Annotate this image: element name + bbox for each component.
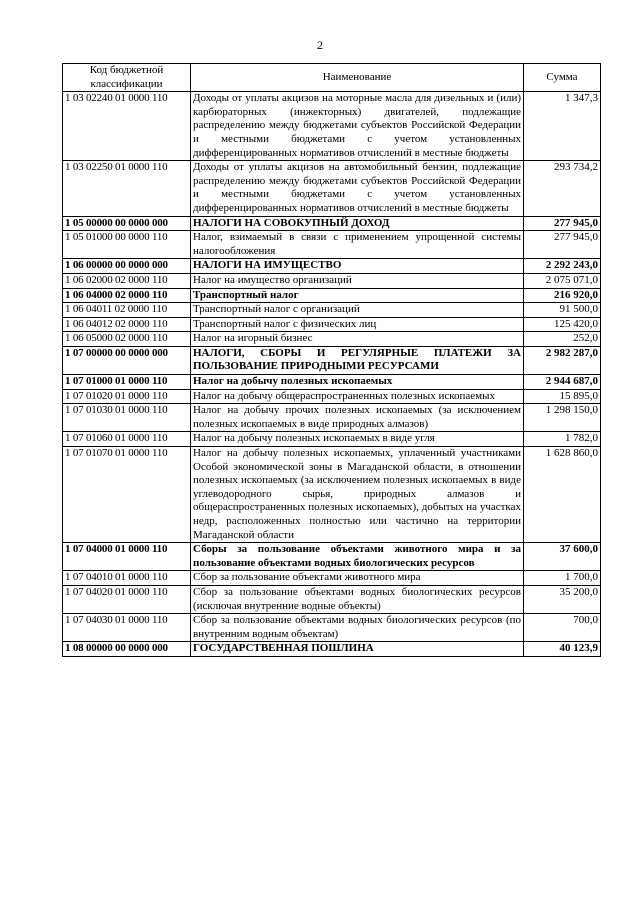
name-cell: Налог на имущество организаций bbox=[191, 273, 524, 288]
name-cell: Налог на добычу прочих полезных ископаемых (за исключением полезных ископаемых в виде природных алмазов) bbox=[191, 404, 524, 432]
name-cell: Сбор за пользование объектами водных биологических ресурсов (исключая внутренние водные объекты) bbox=[191, 585, 524, 613]
name-cell: Сбор за пользование объектами водных биологических ресурсов (по внутренним водным объектам) bbox=[191, 614, 524, 642]
sum-cell: 277 945,0 bbox=[524, 216, 601, 231]
table-body bbox=[63, 92, 601, 657]
name-cell: НАЛОГИ, СБОРЫ И РЕГУЛЯРНЫЕ ПЛАТЕЖИ ЗА ПОЛЬЗОВАНИЕ ПРИРОДНЫМИ РЕСУРСАМИ bbox=[191, 346, 524, 374]
sum-cell: 40 123,9 bbox=[524, 642, 601, 657]
name-cell: ГОСУДАРСТВЕННАЯ ПОШЛИНА bbox=[191, 642, 524, 657]
name-cell: Налог на добычу полезных ископаемых bbox=[191, 375, 524, 390]
code-cell: 1 03 02250 01 0000 110 bbox=[63, 161, 191, 216]
sum-cell: 125 420,0 bbox=[524, 317, 601, 332]
table-header-row bbox=[63, 64, 601, 92]
table-row bbox=[63, 346, 601, 374]
sum-cell: 216 920,0 bbox=[524, 288, 601, 303]
code-cell: 1 07 01020 01 0000 110 bbox=[63, 389, 191, 404]
name-cell: НАЛОГИ НА СОВОКУПНЫЙ ДОХОД bbox=[191, 216, 524, 231]
budget-revenue-table bbox=[62, 63, 601, 657]
sum-cell: 700,0 bbox=[524, 614, 601, 642]
code-cell: 1 07 01030 01 0000 110 bbox=[63, 404, 191, 432]
sum-cell: 1 782,0 bbox=[524, 432, 601, 447]
sum-cell: 1 628 860,0 bbox=[524, 447, 601, 543]
sum-cell: 2 944 687,0 bbox=[524, 375, 601, 390]
sum-cell: 91 500,0 bbox=[524, 303, 601, 318]
sum-cell: 2 292 243,0 bbox=[524, 259, 601, 274]
table-row bbox=[63, 161, 601, 216]
name-cell: Транспортный налог с организаций bbox=[191, 303, 524, 318]
name-cell: Налог на добычу полезных ископаемых, уплаченный участниками Особой экономической зоны в Магаданской области, в отношении полезных ископаемых (за исключением полезных ископаемых в виде углеводородного сырья, природных алмазов и общераспространенных полезных ископаемых), добытых на участках недр, расположенных полностью или частично на территории Магаданской области bbox=[191, 447, 524, 543]
name-cell: НАЛОГИ НА ИМУЩЕСТВО bbox=[191, 259, 524, 274]
code-cell: 1 06 04012 02 0000 110 bbox=[63, 317, 191, 332]
table-row bbox=[63, 273, 601, 288]
sum-cell: 277 945,0 bbox=[524, 231, 601, 259]
code-cell: 1 06 02000 02 0000 110 bbox=[63, 273, 191, 288]
code-cell: 1 07 04030 01 0000 110 bbox=[63, 614, 191, 642]
table-row bbox=[63, 614, 601, 642]
table-row bbox=[63, 447, 601, 543]
table-row bbox=[63, 389, 601, 404]
code-cell: 1 07 01060 01 0000 110 bbox=[63, 432, 191, 447]
name-cell: Сборы за пользование объектами животного мира и за пользование объектами водных биологических ресурсов bbox=[191, 543, 524, 571]
name-cell: Налог, взимаемый в связи с применением упрощенной системы налогообложения bbox=[191, 231, 524, 259]
code-cell: 1 07 01000 01 0000 110 bbox=[63, 375, 191, 390]
name-cell: Налог на добычу общераспространенных полезных ископаемых bbox=[191, 389, 524, 404]
table-row bbox=[63, 332, 601, 347]
name-cell: Доходы от уплаты акцизов на автомобильный бензин, подлежащие распределению между бюджетами субъектов Российской Федерации и местными бюджетами с учетом установленных дифференцированных нормативов отчислений в местные бюджеты bbox=[191, 161, 524, 216]
table-row bbox=[63, 231, 601, 259]
code-cell: 1 03 02240 01 0000 110 bbox=[63, 92, 191, 161]
name-cell: Транспортный налог с физических лиц bbox=[191, 317, 524, 332]
table-row bbox=[63, 571, 601, 586]
code-cell: 1 07 04020 01 0000 110 bbox=[63, 585, 191, 613]
table-row bbox=[63, 317, 601, 332]
code-cell: 1 07 01070 01 0000 110 bbox=[63, 447, 191, 543]
page-number: 2 bbox=[317, 38, 323, 52]
table-row bbox=[63, 543, 601, 571]
sum-cell: 37 600,0 bbox=[524, 543, 601, 571]
name-cell: Налог на добычу полезных ископаемых в виде угля bbox=[191, 432, 524, 447]
table-row bbox=[63, 92, 601, 161]
name-cell: Доходы от уплаты акцизов на моторные масла для дизельных и (или) карбюраторных (инжекторных) двигателей, подлежащие распределению между бюджетами субъектов Российской Федерации и местными бюджетами с учетом установленных дифференцированных нормативов отчислений в местные бюджеты bbox=[191, 92, 524, 161]
table-row bbox=[63, 432, 601, 447]
name-cell: Налог на игорный бизнес bbox=[191, 332, 524, 347]
table-row bbox=[63, 585, 601, 613]
sum-cell: 1 347,3 bbox=[524, 92, 601, 161]
sum-cell: 1 700,0 bbox=[524, 571, 601, 586]
sum-cell: 35 200,0 bbox=[524, 585, 601, 613]
name-cell: Сбор за пользование объектами животного мира bbox=[191, 571, 524, 586]
code-cell: 1 07 04010 01 0000 110 bbox=[63, 571, 191, 586]
code-cell: 1 05 01000 00 0000 110 bbox=[63, 231, 191, 259]
sum-cell: 293 734,2 bbox=[524, 161, 601, 216]
code-cell: 1 06 04011 02 0000 110 bbox=[63, 303, 191, 318]
sum-cell: 2 982 287,0 bbox=[524, 346, 601, 374]
sum-cell: 15 895,0 bbox=[524, 389, 601, 404]
code-cell: 1 06 05000 02 0000 110 bbox=[63, 332, 191, 347]
code-cell: 1 07 00000 00 0000 000 bbox=[63, 346, 191, 374]
sum-cell: 2 075 071,0 bbox=[524, 273, 601, 288]
sum-cell: 1 298 150,0 bbox=[524, 404, 601, 432]
sum-cell: 252,0 bbox=[524, 332, 601, 347]
code-cell: 1 06 00000 00 0000 000 bbox=[63, 259, 191, 274]
table-row bbox=[63, 288, 601, 303]
header-name: Наименование bbox=[191, 64, 524, 92]
table-row bbox=[63, 259, 601, 274]
header-sum: Сумма bbox=[524, 64, 601, 92]
code-cell: 1 08 00000 00 0000 000 bbox=[63, 642, 191, 657]
code-cell: 1 06 04000 02 0000 110 bbox=[63, 288, 191, 303]
table-row bbox=[63, 303, 601, 318]
code-cell: 1 05 00000 00 0000 000 bbox=[63, 216, 191, 231]
table-row bbox=[63, 404, 601, 432]
table-row bbox=[63, 375, 601, 390]
table-row bbox=[63, 216, 601, 231]
name-cell: Транспортный налог bbox=[191, 288, 524, 303]
header-code: Код бюджетной классификации bbox=[63, 64, 191, 92]
table-row bbox=[63, 642, 601, 657]
code-cell: 1 07 04000 01 0000 110 bbox=[63, 543, 191, 571]
